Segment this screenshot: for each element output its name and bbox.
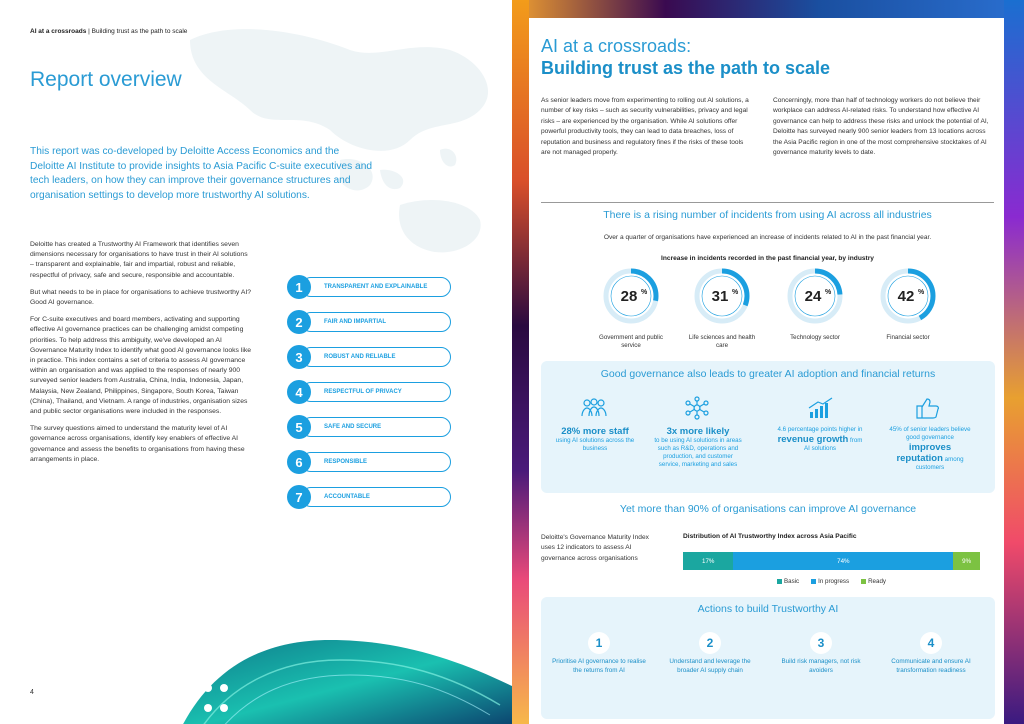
stat-reputation: 45% of senior leaders believe good governance improves reputation among customers [889,426,971,471]
incident-rings-chart [541,264,994,328]
trustworthy-index-bar [683,552,980,570]
section-subtext: Over a quarter of organisations have experienced an increase of incidents related to AI in the past financial year. [603,234,932,241]
infographic-subtitle: Building trust as the path to scale [541,58,831,78]
chart-title: Increase in incidents recorded in the past financial year, by industry [661,255,874,262]
bar-segment-ready: 9% [953,552,980,570]
summary-column-2: Concerningly, more than half of technology workers do not believe their workplace can address AI-related risks. To understand how effective AI governance can help to address these risks and unlock the potential of AI, Deloitte has surveyed nearly 900 senior leaders from 13 locations across the Asia Pacific region in one of the most comprehensive stocktakes of AI governance maturity levels to date. [773,97,989,157]
decorative-background [512,0,1024,18]
pillar-label: RESPONSIBLE [301,452,451,472]
stat-staff: 28% more staff using AI solutions across the business [555,426,635,452]
pillar-item [287,275,457,310]
body-paragraph: The survey questions aimed to understand the maturity level of AI governance across organisations, identify key enablers of effective AI governance and assess the benefits to organisations from having these arrangements in place. [30,425,245,463]
legend-label: In progress [818,578,850,585]
ring-value-text: 31 [711,288,729,305]
action-label: Build risk managers, not risk avoiders [781,658,861,674]
body-paragraph: Deloitte has created a Trustworthy AI Framework that identifies seven dimensions necessary for organisations to have trust in their AI solutions – transparent and explainable, fair and impartial, robust and reliable, respectful of privacy, safe and secure, responsible and accountable. [30,241,248,279]
chart-title: Distribution of AI Trustworthy Index across Asia Pacific [683,533,857,540]
pillar-number: 5 [287,415,311,439]
decorative-background [1004,0,1024,724]
bar-segment-in-progress: 74% [733,552,953,570]
section-heading-maturity: Yet more than 90% of organisations can improve AI governance [619,503,917,515]
action-label: Prioritise AI governance to realise the returns from AI [552,658,646,674]
legend-label: Basic [784,578,800,585]
ring-label: Government and public service [599,334,663,349]
ring-value-text: 28 [620,288,638,305]
decorative-wave-illustration [180,630,512,724]
intro-paragraph: This report was co-developed by Deloitte Access Economics and the Deloitte AI Institute to provide insights to Asia Pacific C-suite executives and tech leaders, on how they can improve their governance structures and organisation settings to develop more trustworthy AI solutions. [30,146,373,201]
ring-unit-text: % [825,289,832,296]
legend-item [777,578,799,585]
ring-label: Financial sector [886,334,930,341]
ring-unit-text: % [918,289,925,296]
trustworthy-ai-pillars [287,275,457,520]
chart-legend [683,578,980,585]
ring-value-text: 24 [804,288,822,305]
pillar-item [287,380,457,415]
stat-revenue: 4.6 percentage points higher in revenue growth from AI solutions [777,426,863,452]
body-paragraph: For C-suite executives and board members, activating and supporting effective AI governance practices can be challenging amidst competing priorities. To help address this ambiguity, we've developed an AI Governance Maturity Index to identify what good AI governance looks like in practice. This index contains a set of criteria to assess AI governance within an organisation and was applied to the responses of nearly 900 surveyed senior leaders from Australia, China, India, Indonesia, Japan, Malaysia, New Zealand, Philippines, Singapore, South Korea, Taiwan (China), Thailand, and Vietnam. A range of industries, organisation sizes and public sector organisations were included in the responses. [30,316,252,416]
action-number: 2 [699,632,721,654]
pillar-item [287,345,457,380]
infographic-title: AI at a crossroads: [541,36,692,56]
pillar-number: 1 [287,275,311,299]
ring-label: Technology sector [790,334,840,341]
growth-chart-icon [806,396,836,420]
pillar-number: 3 [287,345,311,369]
ring-value-text: 42 [897,288,915,305]
pillar-label: TRANSPARENT AND EXPLAINABLE [301,277,451,297]
pillar-label: ROBUST AND RELIABLE [301,347,451,367]
action-number: 1 [588,632,610,654]
pillar-label: ACCOUNTABLE [301,487,451,507]
body-paragraph: But what needs to be in place for organisations to achieve trustworthy AI? Good AI governance. [30,288,252,307]
pillar-item [287,310,457,345]
maturity-description: Deloitte's Governance Maturity Index uses 12 indicators to assess AI governance across organisations [541,534,649,562]
pillar-label: FAIR AND IMPARTIAL [301,312,451,332]
decorative-background [512,0,529,724]
stat-likelihood: 3x more likely to be using AI solutions in areas such as R&D, operations and production, and customer service, marketing and sales [654,426,742,468]
pillar-number: 6 [287,450,311,474]
pillar-label: SAFE AND SECURE [301,417,451,437]
pillar-item [287,485,457,520]
page-title: Report overview [30,68,182,91]
running-header: AI at a crossroads | Building trust as the path to scale [30,28,188,35]
ring-unit-text: % [732,289,739,296]
action-number: 3 [810,632,832,654]
legend-item [861,578,886,585]
ring-unit-text: % [641,289,648,296]
divider [541,202,994,203]
network-icon [682,396,712,420]
pillar-number: 4 [287,380,311,404]
legend-item [811,578,849,585]
thumbs-up-icon [912,396,942,420]
legend-swatch [861,579,866,584]
action-number: 4 [920,632,942,654]
section-heading-actions: Actions to build Trustworthy AI [697,603,839,615]
section-heading-incidents: There is a rising number of incidents from using AI across all industries [603,209,932,221]
action-label: Communicate and ensure AI transformation readiness [891,658,971,674]
section-heading-benefits: Good governance also leads to greater AI adoption and financial returns [600,368,936,380]
people-icon [579,396,609,420]
summary-column-1: As senior leaders move from experimenting to rolling out AI solutions, a number of key risks – such as security vulnerabilities, privacy and legal risks – are experienced by the organisation. While AI solutions offer powerful productivity tools, they can lead to data breaches, loss of reputation and business and regulatory fines if the risks of these tools are not managed properly. [541,97,749,157]
pillar-label: RESPECTFUL OF PRIVACY [301,382,451,402]
page-number: 4 [30,689,34,696]
ring-label: Life sciences and health care [688,334,756,349]
legend-label: Ready [868,578,886,585]
bar-segment-basic: 17% [683,552,733,570]
legend-swatch [777,579,782,584]
world-map-illustration [150,20,510,260]
pillar-number: 7 [287,485,311,509]
pillar-item [287,450,457,485]
legend-swatch [811,579,816,584]
action-label: Understand and leverage the broader AI supply chain [669,658,751,674]
pillar-number: 2 [287,310,311,334]
body-text [30,240,252,472]
pillar-item [287,415,457,450]
